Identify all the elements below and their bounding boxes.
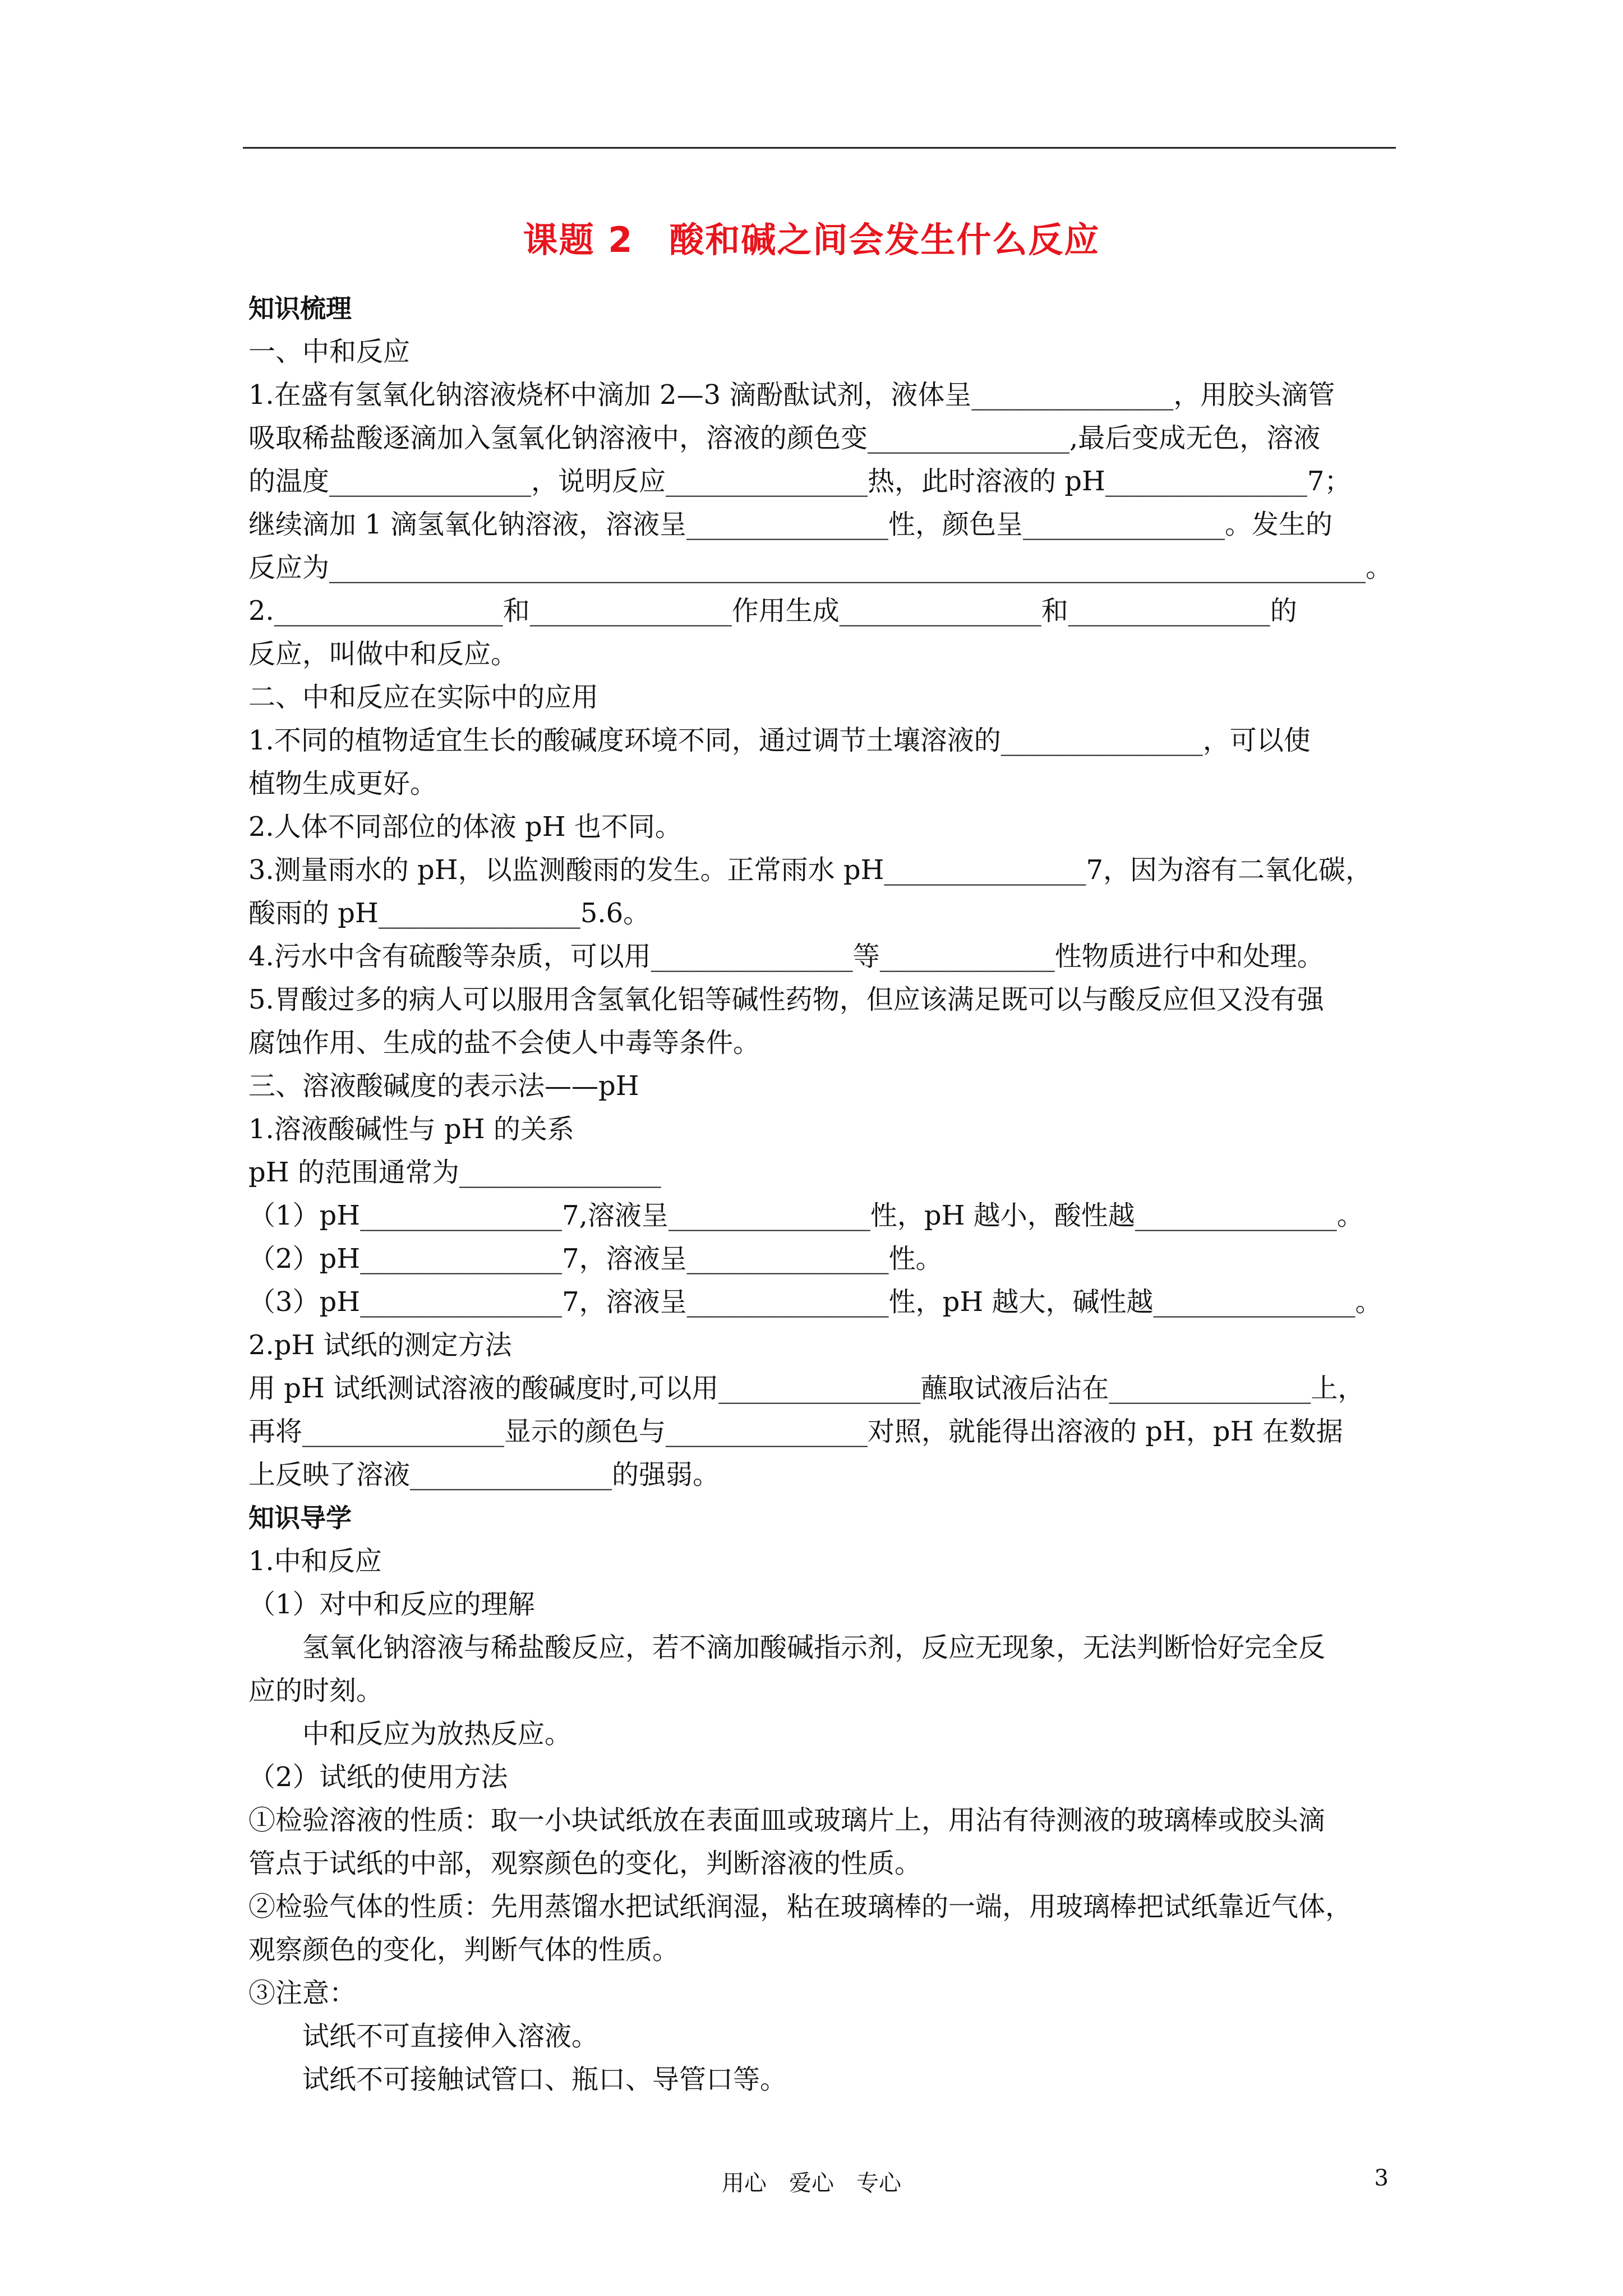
- text-line: 一、中和反应: [248, 336, 411, 367]
- section-heading: 知识梳理: [248, 293, 352, 324]
- footer-motto: 用心 爱心 专心: [722, 2170, 901, 2196]
- text-line: ②检验气体的性质：先用蒸馏水把试纸润湿，粘在玻璃棒的一端，用玻璃棒把试纸靠近气体，: [248, 1891, 1353, 1922]
- text-line: 2.人体不同部位的体液 pH 也不同。: [248, 811, 682, 843]
- text-line: （2）试纸的使用方法: [248, 1761, 508, 1793]
- text-line: 2._________________和_______________作用生成_______________和_______________的: [248, 595, 1297, 627]
- section-heading: 知识导学: [248, 1503, 352, 1533]
- text-line: 酸雨的 pH_______________5.6。: [248, 898, 651, 929]
- text-line: pH 的范围通常为_______________: [248, 1157, 661, 1188]
- text-line: （2）pH_______________7，溶液呈_______________性。: [248, 1243, 943, 1274]
- text-line: 3.测量雨水的 pH，以监测酸雨的发生。正常雨水 pH_______________7，因为溶有二氧化碳，: [248, 854, 1373, 886]
- text-line: 反应，叫做中和反应。: [248, 638, 518, 670]
- text-line: 1.在盛有氢氧化钠溶液烧杯中滴加 2—3 滴酚酞试剂，液体呈_______________，用胶头滴管: [248, 379, 1335, 411]
- text-line: 反应为_____________________________________________________________________________。: [248, 552, 1393, 583]
- text-line: 的温度_______________，说明反应_______________热，此时溶液的 pH_______________7；: [248, 466, 1352, 497]
- text-line: ③注意：: [248, 1977, 357, 2009]
- text-line: 再将_______________显示的颜色与_______________对照，就能得出溶液的 pH，pH 在数据: [248, 1416, 1343, 1447]
- text-line: 1.不同的植物适宜生长的酸碱度环境不同，通过调节土壤溶液的_______________，可以使: [248, 725, 1311, 756]
- text-line: 1.中和反应: [248, 1545, 382, 1577]
- text-line: 上反映了溶液_______________的强弱。: [248, 1459, 720, 1490]
- text-line: 植物生成更好。: [248, 768, 437, 799]
- text-line: 4.污水中含有硫酸等杂质，可以用_______________等_____________性物质进行中和处理。: [248, 941, 1324, 972]
- text-line: 氢氧化钠溶液与稀盐酸反应，若不滴加酸碱指示剂，反应无现象，无法判断恰好完全反: [302, 1632, 1326, 1663]
- text-line: 用 pH 试纸测试溶液的酸碱度时,可以用_______________蘸取试液后沾在_______________上，: [248, 1373, 1365, 1404]
- text-line: （3）pH_______________7，溶液呈_______________性，pH 越大，碱性越_______________。: [248, 1286, 1382, 1318]
- text-line: 吸取稀盐酸逐滴加入氢氧化钠溶液中，溶液的颜色变_______________,最后变成无色，溶液: [248, 422, 1321, 454]
- text-line: 应的时刻。: [248, 1675, 384, 1706]
- text-line: 中和反应为放热反应。: [302, 1718, 572, 1750]
- text-line: 腐蚀作用、生成的盐不会使人中毒等条件。: [248, 1027, 760, 1059]
- text-line: 继续滴加 1 滴氢氧化钠溶液，溶液呈_______________性，颜色呈_______________。发生的: [248, 509, 1333, 540]
- text-line: 观察颜色的变化，判断气体的性质。: [248, 1934, 680, 1966]
- text-line: 1.溶液酸碱性与 pH 的关系: [248, 1114, 574, 1145]
- page-title: 课题 2 酸和碱之间会发生什么反应: [523, 219, 1100, 260]
- text-line: 试纸不可直接伸入溶液。: [302, 2021, 599, 2052]
- text-line: 2.pH 试纸的测定方法: [248, 1329, 512, 1361]
- page-number: 3: [1374, 2165, 1389, 2191]
- text-line: 试纸不可接触试管口、瓶口、导管口等。: [302, 2064, 787, 2095]
- text-line: ①检验溶液的性质：取一小块试纸放在表面皿或玻璃片上，用沾有待测液的玻璃棒或胶头滴: [248, 1805, 1326, 1836]
- text-line: 三、溶液酸碱度的表示法——pH: [248, 1070, 639, 1102]
- text-line: （1）对中和反应的理解: [248, 1589, 535, 1620]
- header-rule: [243, 147, 1396, 149]
- text-line: （1）pH_______________7,溶液呈_______________性，pH 越小，酸性越_______________。: [248, 1200, 1364, 1231]
- text-line: 5.胃酸过多的病人可以服用含氢氧化铝等碱性药物，但应该满足既可以与酸反应但又没有强: [248, 984, 1324, 1015]
- text-line: 管点于试纸的中部，观察颜色的变化，判断溶液的性质。: [248, 1848, 922, 1879]
- text-line: 二、中和反应在实际中的应用: [248, 682, 599, 713]
- document-body: [248, 287, 1396, 2101]
- page-footer: [0, 2165, 1623, 2199]
